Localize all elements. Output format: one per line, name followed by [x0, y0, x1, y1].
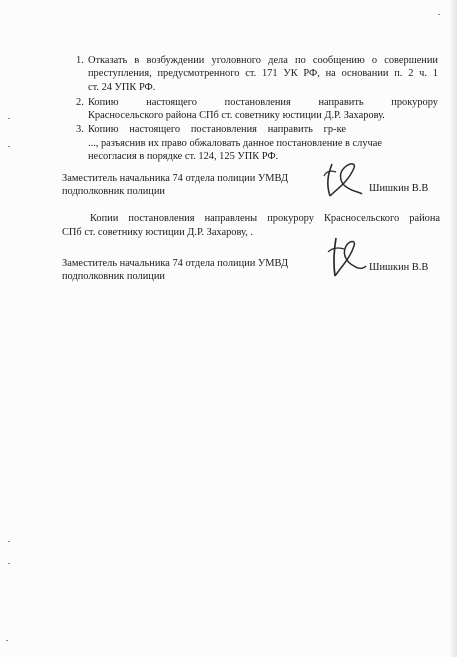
list-item — [66, 123, 438, 163]
list-item-line: преступления, предусмотренного ст. 171 УК РФ, на основании п. 2 ч. 1 — [88, 68, 438, 80]
scan-speck — [8, 118, 10, 119]
signer-position — [62, 172, 288, 199]
list-item-line: ст. 24 УПК РФ. — [88, 81, 156, 93]
scan-speck — [438, 14, 440, 15]
list-item-number: 2. — [76, 96, 84, 108]
scan-speck — [8, 146, 10, 147]
list-item — [66, 96, 438, 123]
signer-rank-line: подполковник полиции — [62, 271, 165, 283]
scan-edge — [451, 0, 457, 657]
scan-speck — [8, 541, 10, 542]
list-item-line: Копию настоящего постановления направить гр-ке — [88, 124, 346, 136]
scan-speck — [6, 640, 8, 641]
handwritten-signature — [318, 158, 366, 202]
list-item-line: несогласия в порядке ст. 124, 125 УПК РФ. — [88, 151, 279, 163]
list-item-line: Отказать в возбуждении уголовного дела по сообщению о совершении — [88, 55, 438, 66]
list-item — [66, 54, 438, 94]
handwritten-signature — [324, 232, 370, 280]
scan-speck — [8, 563, 10, 564]
signer-name: Шишкин В.В — [369, 183, 429, 194]
list-item-line: Красносельского района СПб ст. советнику юстиции Д.Р. Захарову. — [88, 110, 385, 122]
copies-note-line: СПб ст. советнику юстиции Д.Р. Захарову, . — [62, 226, 253, 238]
list-item-line: ..., разъяснив их право обжаловать данное постановление в случае — [88, 137, 382, 149]
signer-name: Шишкин В.В — [369, 262, 429, 273]
list-item-line: Копию настоящего постановления направить прокурору — [88, 96, 438, 108]
signer-position-line: Заместитель начальника 74 отдела полиции УМВД — [62, 173, 289, 184]
decision-list — [66, 54, 438, 163]
copies-note — [62, 212, 440, 239]
signer-rank-line: подполковник полиции — [62, 186, 165, 198]
list-item-number: 1. — [76, 55, 84, 66]
list-item-number: 3. — [76, 124, 84, 136]
signer-position-line: Заместитель начальника 74 отдела полиции УМВД — [62, 258, 289, 269]
copies-note-line: Копии постановления направлены прокурору Красносельского района — [90, 213, 440, 224]
signer-position — [62, 257, 288, 284]
